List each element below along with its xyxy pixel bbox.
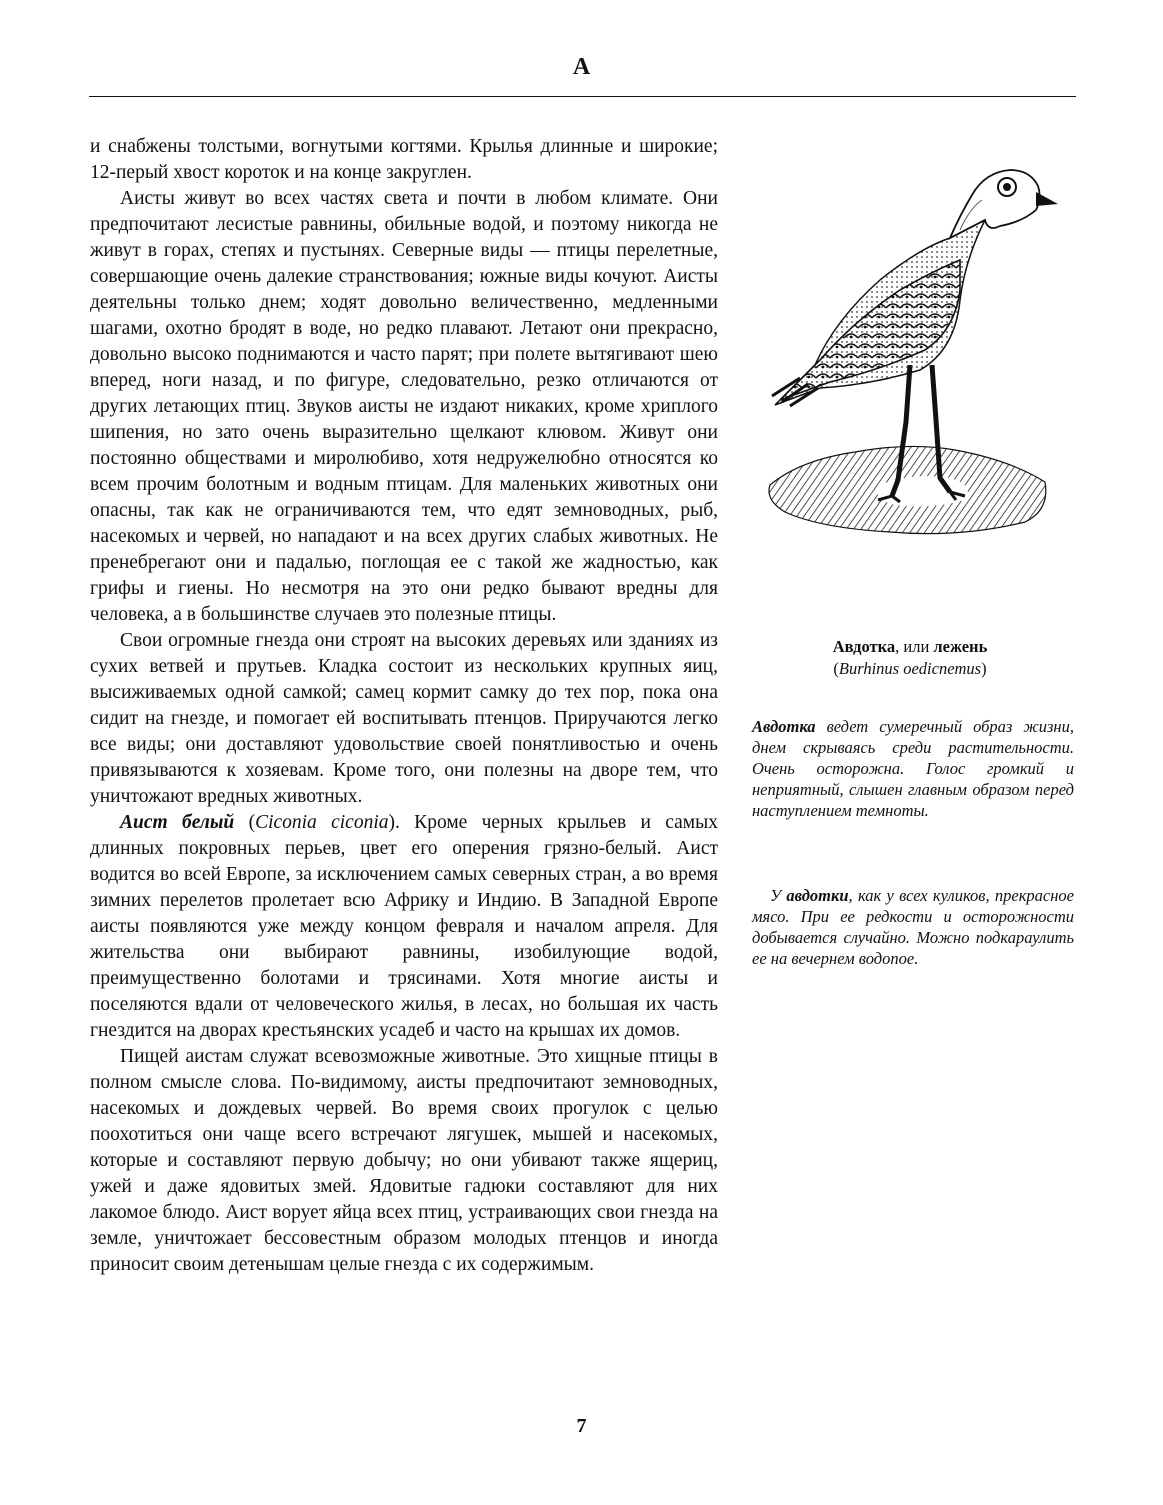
caption-latin-name: Burhinus oedicnemus xyxy=(838,659,982,678)
paragraph-2: Аисты живут во всех частях света и почти в любом климате. Они предпочитают лесистые равнины, обильные водой, и поэтому никогда не живут в горах, степях и пустынях. Северные виды — птицы перелетные, совершающие очень далекие странствования; южные виды кочуют. Аисты деятельны только днем; ходят довольно величественно, медленными шагами, охотно бродят в воде, но редко плавают. Летают они прекрасно, довольно высоко поднимаются и часто парят; при полете вытягивают шею вперед, ноги назад, и по фигуре, следовательно, резко отличаются от других летающих птиц. Звуков аисты не издают никаких, кроме хриплого шипения, но зато очень выразительно щелкают клювом. Живут они постоянно обществами и миролюбиво, хотя недружелюбно относятся ко всем прочим болотным и водным птицам. Для маленьких животных они опасны, так как не ограничиваются тем, что едят земноводных, рыб, насекомых и червей, но нападают и на всех других слабых животных. Не пренебрегают они и падалью, поглощая ее с такой же жадностью, как грифы и гиены. Но несмотря на это они редко бывают вредны для человека, а в большинстве случаев это полезные птицы. xyxy=(90,188,718,625)
main-text-column xyxy=(90,134,718,1278)
caption-paren-close: ) xyxy=(981,659,987,678)
page-number: 7 xyxy=(576,1415,587,1437)
caption-line-1 xyxy=(745,636,1075,658)
side-note-1-term: Авдотка xyxy=(752,717,816,736)
caption-line-2 xyxy=(745,658,1075,680)
side-note-2-prefix: У xyxy=(770,886,787,905)
side-note-2 xyxy=(752,885,1074,969)
header-rule xyxy=(89,96,1076,97)
side-note-1-text: ведет сумеречный образ жизни, днем скрываясь среди растительности. Очень осторожна. Голос громкий и неприятный, слышен главным образом перед наступлением темноты. xyxy=(752,717,1074,820)
species-term: Аист белый xyxy=(120,812,235,833)
side-note-2-text: , как у всех куликов, прекрасное мясо. При ее редкости и осторожности добывается случайно. Можно подкараулить ее на вечернем водопое. xyxy=(752,886,1075,968)
caption-name-1: Авдотка xyxy=(832,637,896,656)
paragraph-3: Свои огромные гнезда они строят на высоких деревьях или зданиях из сухих ветвей и прутьев. Кладка состоит из нескольких крупных яиц, высиживаемых одной самкой; самец кормит самку до тех пор, пока она сидит на гнезде, и помогает ей воспитывать птенцов. Приручаются легко все виды; они доставляют удовольствие своей понятливостью и очень привязываются к хозяевам. Кроме того, они полезны на дворе тем, что уничтожают вредных животных. xyxy=(90,630,718,807)
paren-open: ( xyxy=(234,812,256,833)
paragraph-4 xyxy=(90,810,718,1044)
caption-name-2: лежень xyxy=(933,637,988,656)
caption-paren-open: ( xyxy=(833,659,839,678)
side-note-2-term: авдотки xyxy=(786,886,849,905)
bird-illustration-icon xyxy=(760,160,1060,555)
figure-caption xyxy=(745,636,1075,680)
paragraph-5: Пищей аистам служат всевозможные животные. Это хищные птицы в полном смысле слова. По-видимому, аисты предпочитают земноводных, насекомых и дождевых червей. Во время своих прогулок с целью поохотиться они чаще всего встречают лягушек, мышей и насекомых, которые и составляют первую добычу; но они убивают также ящериц, ужей и даже ядовитых змей. Ядовитые гадюки составляют для них лакомое блюдо. Аист ворует яйца всех птиц, устраивающих свои гнезда на земле, уничтожает бессовестным образом молодых птенцов и иногда приносит своим детенышам целые гнезда с их содержимым. xyxy=(90,1046,718,1275)
side-note-1 xyxy=(752,716,1074,821)
caption-separator: , или xyxy=(895,637,934,656)
paragraph-1: и снабжены толстыми, вогнутыми когтями. Крылья длинные и широкие; 12-перый хвост короток и на конце закруглен. xyxy=(90,136,718,183)
paragraph-4-text: ). Кроме черных крыльев и самых длинных покровных перьев, цвет его оперения грязно-белый. Аист водится во всей Европе, за исключением самых северных стран, а во время зимних перелетов пролетает всю Африку и Индию. В Западной Европе аисты появляются уже между концом февраля и началом апреля. Для жительства они выбирают равнины, изобилующие водой, преимущественно болотами и трясинами. Хотя многие аисты и поселяются вдали от человеческого жилья, в лесах, но большая их часть гнездится на дворах крестьянских усадеб и часто на крышах их домов. xyxy=(90,812,718,1041)
running-head: А xyxy=(572,54,591,80)
latin-name: Ciconia ciconia xyxy=(255,812,389,833)
